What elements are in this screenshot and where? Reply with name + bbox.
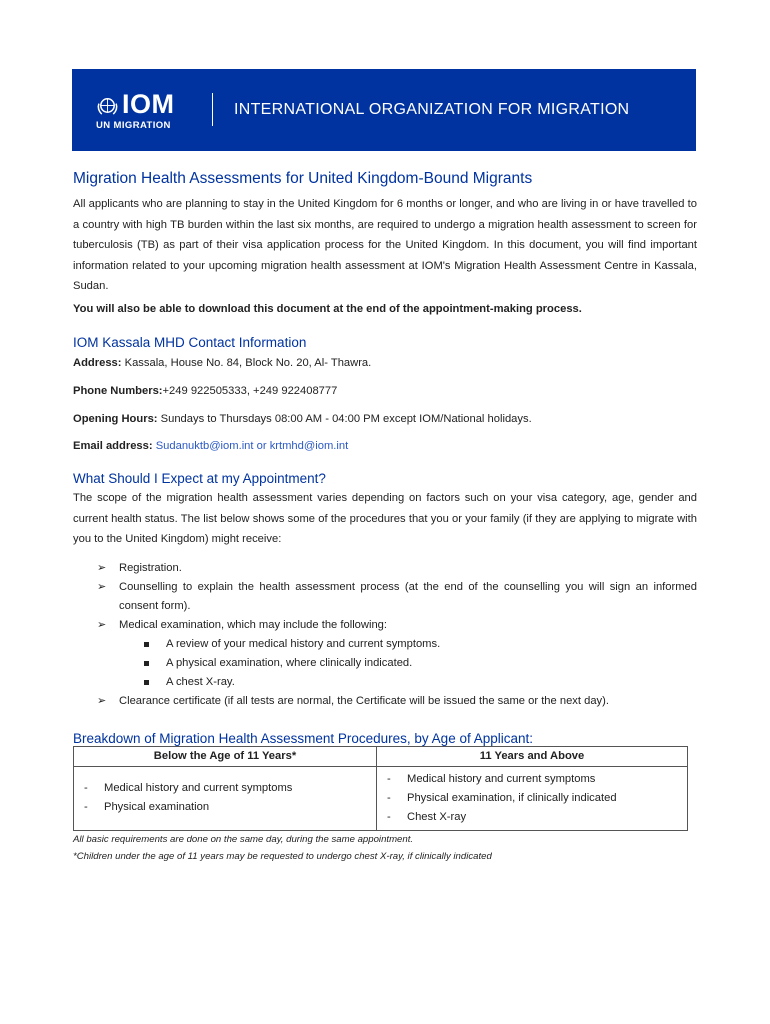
table-header-row [74,746,688,766]
logo-wordmark: IOM [122,89,175,119]
phone-value: +249 922505333, +249 922408777 [162,385,338,397]
sub-list-item: A review of your medical history and current symptoms. [119,635,697,654]
organization-name: INTERNATIONAL ORGANIZATION FOR MIGRATION [234,101,630,118]
email-link-krtmhd[interactable]: krtmhd@iom.int [269,440,349,452]
table-cell-under-11 [74,766,377,830]
column-header-11-and-above: 11 Years and Above [377,746,688,766]
table-row [74,766,688,830]
hours-label: Opening Hours: [73,413,158,425]
logo-subtitle: UN MIGRATION [96,120,171,131]
arrow-bullet-icon: ➢ [97,580,107,593]
email-or: or [256,440,267,452]
banner-divider [212,93,213,126]
table-cell-11-and-above [377,766,688,830]
un-emblem-icon [96,94,119,117]
address-value: Kassala, House No. 84, Block No. 20, Al- Thawra. [121,357,372,369]
hours-line [73,412,697,426]
square-bullet-icon [144,642,149,647]
phone-line [73,384,697,398]
list-item: ➢ Registration. [73,559,697,578]
download-note: You will also be able to download this document at the end of the appointment-making process. [73,302,582,315]
square-bullet-icon [144,680,149,685]
hours-value: Sundays to Thursdays 08:00 AM - 04:00 PM except IOM/National holidays. [157,413,532,425]
table-note-children: *Children under the age of 11 years may be requested to undergo chest X-ray, if clinically indicated [73,850,492,862]
cell-list-item: - Medical history and current symptoms [84,782,293,794]
email-line [73,439,697,453]
cell-list-item: - Chest X-ray [387,810,467,823]
list-item: ➢ Counselling to explain the health assessment process (at the end of the counselling you will sign an informed consent form). [73,578,697,616]
breakdown-table [73,746,688,831]
procedure-list [73,559,697,711]
page-title: Migration Health Assessments for United Kingdom-Bound Migrants [73,170,533,187]
document-body [73,170,697,864]
examination-sublist [119,635,697,692]
sub-list-item: A chest X-ray. [119,673,697,692]
breakdown-heading: Breakdown of Migration Health Assessment Procedures, by Age of Applicant: [73,730,534,746]
list-item: ➢ Clearance certificate (if all tests are normal, the Certificate will be issued the same or the next day). [73,692,697,711]
intro-paragraph: All applicants who are planning to stay in the United Kingdom for 6 months or longer, and who are living in or have travelled to a country with high TB burden within the last six months, are required to undergo a migration health assessment to screen for tuberculosis (TB) as part of their visa application process for the United Kingdom. In this document, you will find important information related to your upcoming migration health assessment at IOM's Migration Health Assessment Centre in Kassala, Sudan. [73,198,697,292]
email-link-sudanuktb[interactable]: Sudanuktb@iom.int [155,440,254,452]
column-header-under-11: Below the Age of 11 Years* [74,746,377,766]
expect-heading: What Should I Expect at my Appointment? [73,471,326,486]
email-label: Email address: [73,440,153,452]
table-note-same-day: All basic requirements are done on the same day, during the same appointment. [73,833,414,845]
arrow-bullet-icon: ➢ [97,618,107,631]
cell-list-item: - Physical examination [84,801,210,813]
address-line [73,356,697,370]
phone-label: Phone Numbers: [73,385,163,397]
iom-logo [96,91,196,131]
address-label: Address: [73,357,122,369]
arrow-bullet-icon: ➢ [97,694,107,707]
arrow-bullet-icon: ➢ [97,561,107,574]
contact-heading: IOM Kassala MHD Contact Information [73,335,307,350]
square-bullet-icon [144,661,149,666]
header-banner [72,69,696,151]
cell-list-item: - Medical history and current symptoms [387,772,596,785]
expect-intro: The scope of the migration health assessment varies depending on factors such on your visa category, age, gender and current health status. The list below shows some of the procedures that you or your family (if they are applying to migrate with you to the United Kingdom) might receive: [73,492,697,545]
cell-list-item: - Physical examination, if clinically indicated [387,791,617,804]
list-item: ➢ Medical examination, which may include the following: A review of your medical history and current symptoms. A physical examination, where clinically indicated. A chest X-ray. [73,616,697,692]
sub-list-item: A physical examination, where clinically indicated. [119,654,697,673]
